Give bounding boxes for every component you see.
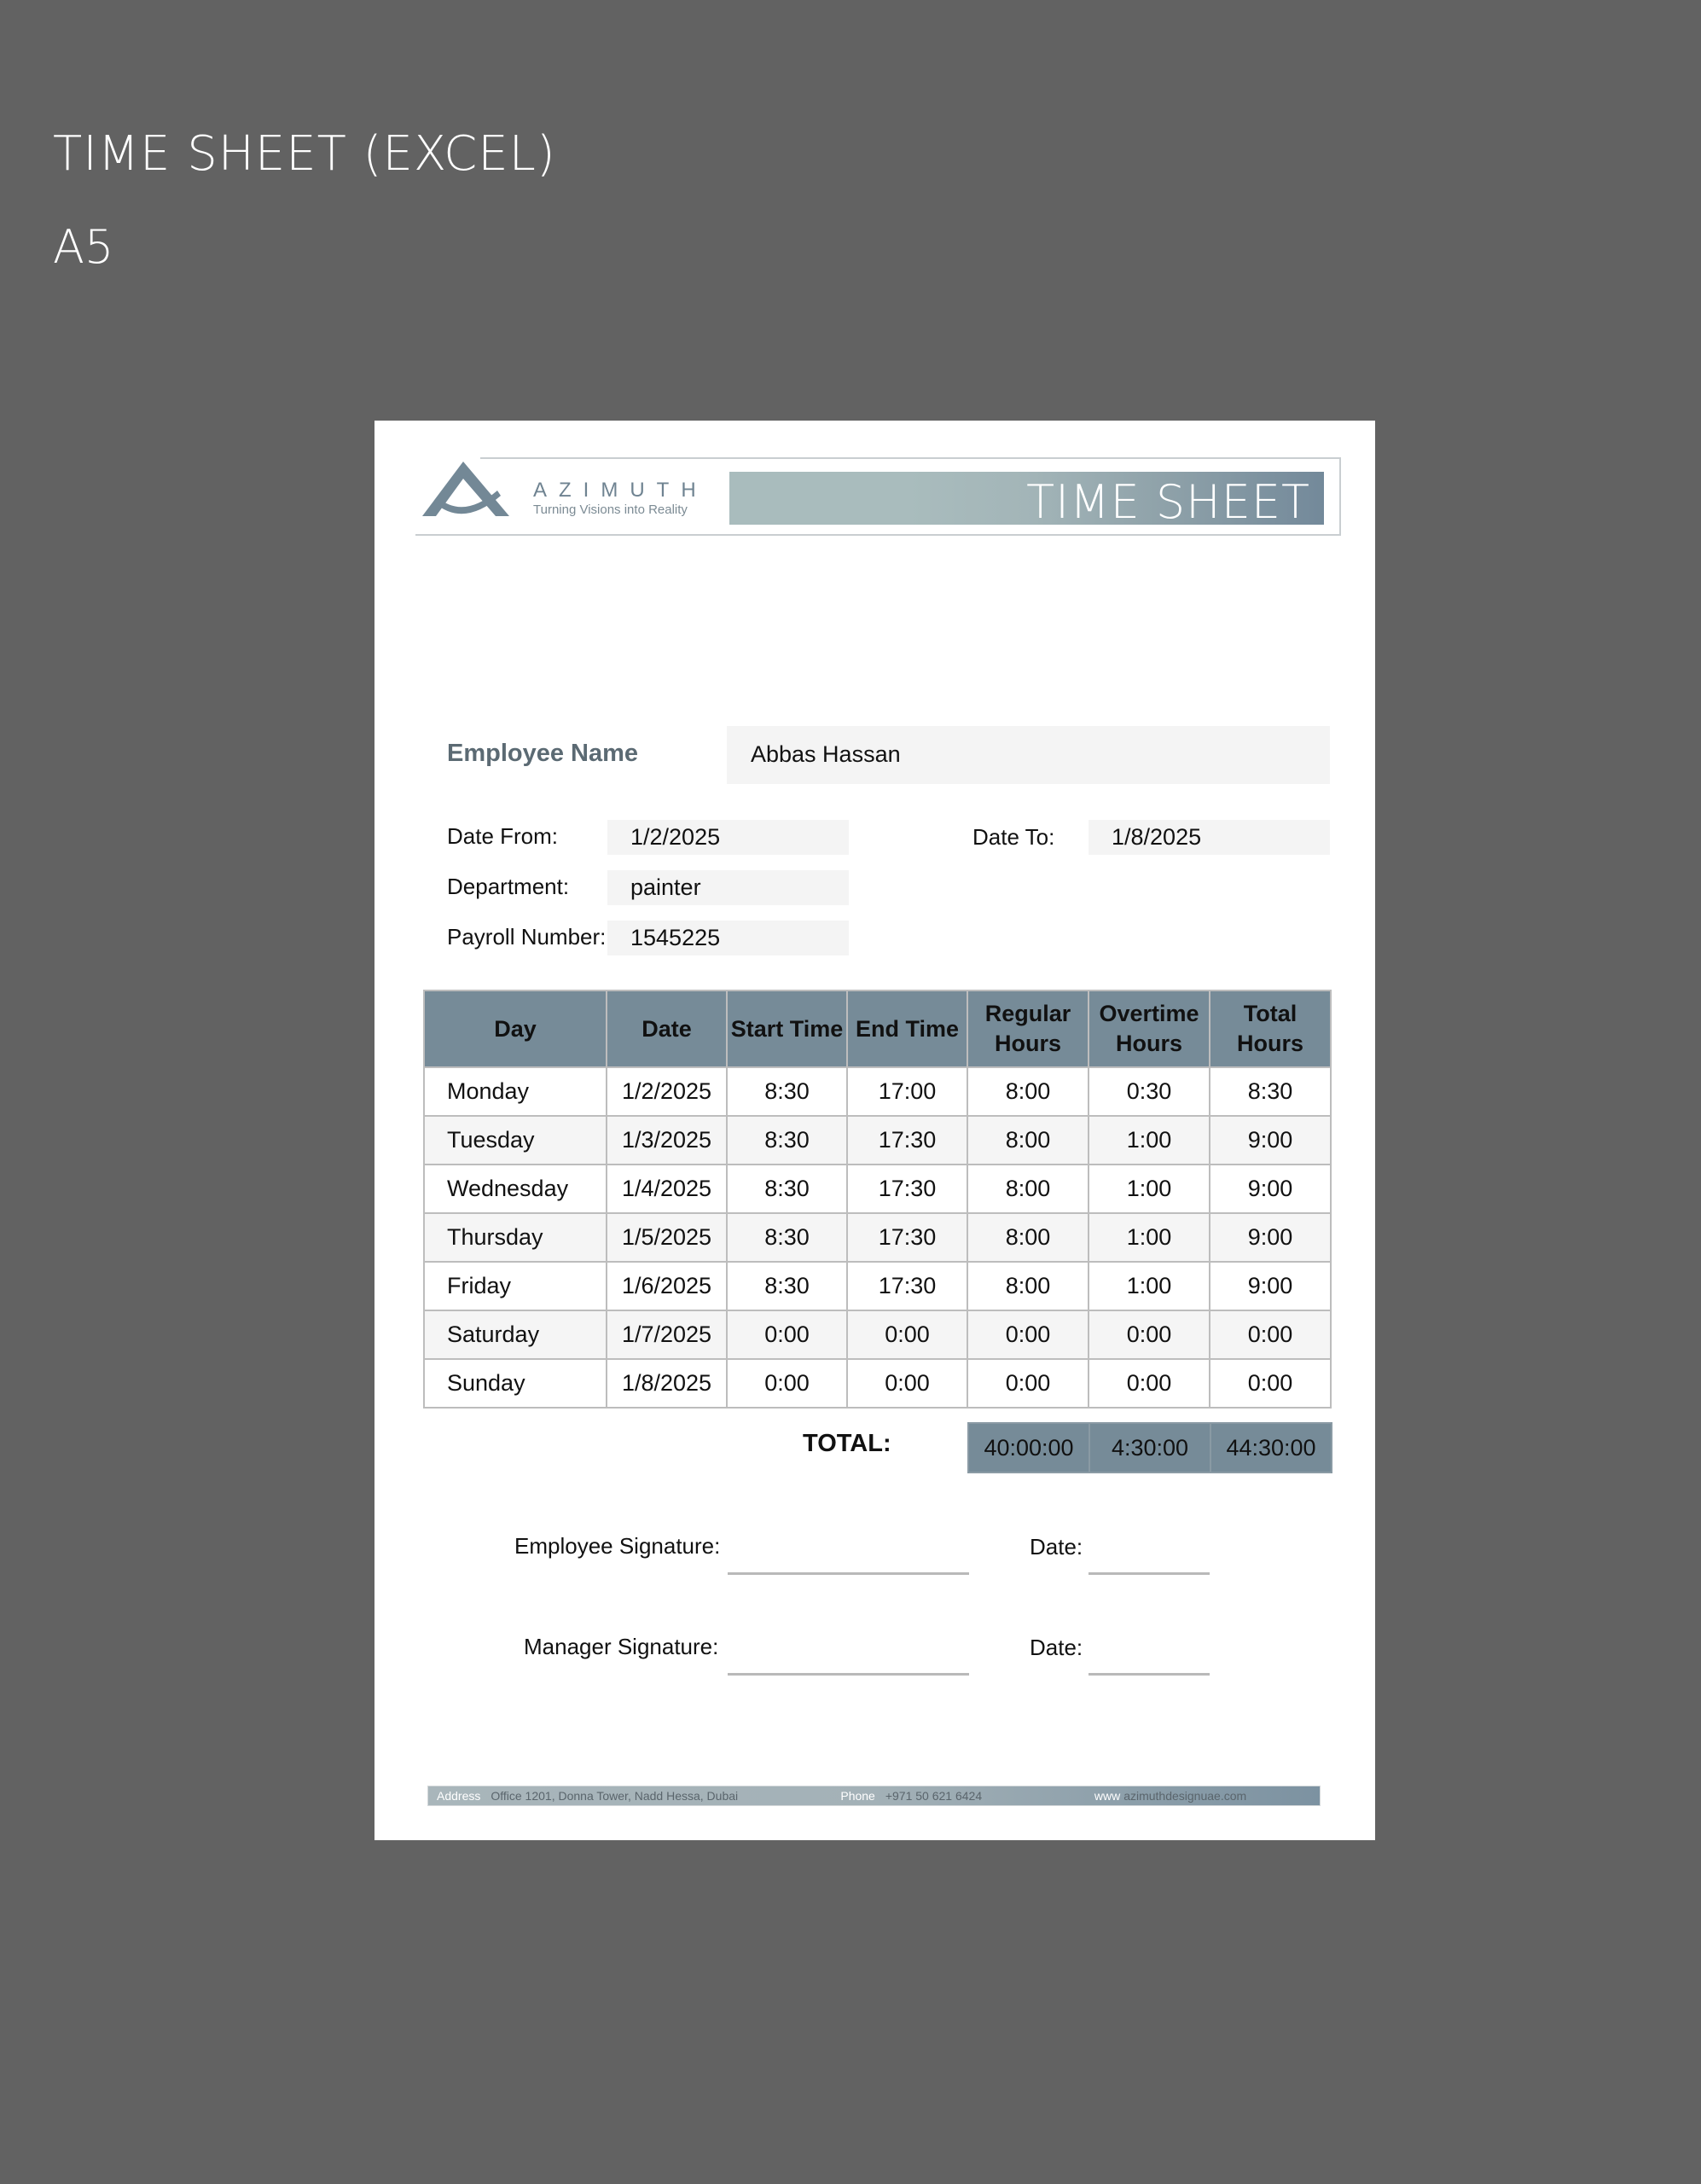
timesheet-table	[423, 990, 1332, 1409]
cell-start-time[interactable]: 0:00	[727, 1359, 847, 1408]
table-row	[424, 1116, 1331, 1165]
payroll-label: Payroll Number:	[447, 924, 607, 950]
cell-day[interactable]: Saturday	[424, 1310, 607, 1359]
cell-overtime-hours[interactable]: 1:00	[1089, 1213, 1210, 1262]
cell-total-hours[interactable]: 0:00	[1210, 1310, 1331, 1359]
cell-end-time[interactable]: 0:00	[847, 1310, 967, 1359]
footer-web-label: www	[1094, 1789, 1121, 1803]
cell-day[interactable]: Tuesday	[424, 1116, 607, 1165]
employee-name-label: Employee Name	[447, 740, 639, 767]
cell-total-hours[interactable]: 9:00	[1210, 1165, 1331, 1213]
table-row	[424, 1262, 1331, 1310]
table-row	[424, 1359, 1331, 1408]
title-banner	[729, 472, 1324, 529]
brand-name: AZIMUTH	[533, 479, 708, 502]
manager-date-line[interactable]	[1089, 1673, 1210, 1676]
col-header-day: Day	[424, 990, 607, 1067]
date-to-label: Date To:	[972, 824, 1055, 850]
cell-end-time[interactable]: 17:30	[847, 1116, 967, 1165]
total-overtime-hours: 4:30:00	[1089, 1424, 1210, 1472]
cell-overtime-hours[interactable]: 0:00	[1089, 1359, 1210, 1408]
cell-regular-hours[interactable]: 8:00	[967, 1262, 1089, 1310]
banner-title: TIME SHEET	[1026, 475, 1310, 529]
table-row	[424, 1067, 1331, 1116]
manager-date-label: Date:	[1030, 1635, 1083, 1660]
total-label: TOTAL:	[803, 1430, 891, 1457]
cell-total-hours[interactable]: 8:30	[1210, 1067, 1331, 1116]
cell-total-hours[interactable]: 0:00	[1210, 1359, 1331, 1408]
col-header-date: Date	[607, 990, 727, 1067]
cell-day[interactable]: Monday	[424, 1067, 607, 1116]
cell-day[interactable]: Thursday	[424, 1213, 607, 1262]
cell-start-time[interactable]: 8:30	[727, 1067, 847, 1116]
cell-total-hours[interactable]: 9:00	[1210, 1116, 1331, 1165]
footer-phone-value: +971 50 621 6424	[885, 1789, 983, 1803]
cell-date[interactable]: 1/7/2025	[607, 1310, 727, 1359]
payroll-value: 1545225	[630, 925, 721, 950]
cell-start-time[interactable]: 0:00	[727, 1310, 847, 1359]
date-to-field[interactable]	[1089, 820, 1330, 855]
table-row	[424, 1213, 1331, 1262]
footer-bar	[427, 1786, 1321, 1806]
cell-overtime-hours[interactable]: 1:00	[1089, 1116, 1210, 1165]
table-row	[424, 1165, 1331, 1213]
cell-regular-hours[interactable]: 0:00	[967, 1310, 1089, 1359]
cell-end-time[interactable]: 17:00	[847, 1067, 967, 1116]
cell-regular-hours[interactable]: 8:00	[967, 1116, 1089, 1165]
cell-regular-hours[interactable]: 0:00	[967, 1359, 1089, 1408]
department-label: Department:	[447, 874, 570, 899]
cell-start-time[interactable]: 8:30	[727, 1262, 847, 1310]
col-header-regular-hours: Regular Hours	[967, 990, 1089, 1067]
cell-start-time[interactable]: 8:30	[727, 1213, 847, 1262]
total-hours: 44:30:00	[1210, 1424, 1331, 1472]
header-border-right	[1339, 457, 1341, 536]
employee-signature-line[interactable]	[728, 1572, 969, 1575]
col-header-total-hours: Total Hours	[1210, 990, 1331, 1067]
cell-overtime-hours[interactable]: 1:00	[1089, 1262, 1210, 1310]
cell-overtime-hours[interactable]: 1:00	[1089, 1165, 1210, 1213]
date-from-field[interactable]	[607, 820, 849, 855]
table-row	[424, 1310, 1331, 1359]
cell-total-hours[interactable]: 9:00	[1210, 1262, 1331, 1310]
cell-date[interactable]: 1/6/2025	[607, 1262, 727, 1310]
employee-name-value: Abbas Hassan	[751, 741, 901, 767]
employee-name-field[interactable]	[727, 726, 1330, 784]
cell-end-time[interactable]: 17:30	[847, 1165, 967, 1213]
cell-regular-hours[interactable]: 8:00	[967, 1213, 1089, 1262]
cell-overtime-hours[interactable]: 0:30	[1089, 1067, 1210, 1116]
cell-regular-hours[interactable]: 8:00	[967, 1067, 1089, 1116]
cell-day[interactable]: Friday	[424, 1262, 607, 1310]
date-from-label: Date From:	[447, 823, 559, 849]
col-header-start-time: Start Time	[727, 990, 847, 1067]
cell-date[interactable]: 1/5/2025	[607, 1213, 727, 1262]
department-field[interactable]	[607, 870, 849, 905]
employee-signature-label: Employee Signature:	[514, 1533, 721, 1559]
department-value: painter	[630, 874, 701, 900]
footer-address-label: Address	[437, 1789, 481, 1803]
employee-date-line[interactable]	[1089, 1572, 1210, 1575]
cell-overtime-hours[interactable]: 0:00	[1089, 1310, 1210, 1359]
cell-day[interactable]: Sunday	[424, 1359, 607, 1408]
header-border-bottom	[415, 534, 1341, 536]
cell-total-hours[interactable]: 9:00	[1210, 1213, 1331, 1262]
cell-end-time[interactable]: 0:00	[847, 1359, 967, 1408]
hero-title: TIME SHEET (EXCEL)	[53, 126, 556, 182]
cell-date[interactable]: 1/4/2025	[607, 1165, 727, 1213]
cell-end-time[interactable]: 17:30	[847, 1213, 967, 1262]
cell-date[interactable]: 1/3/2025	[607, 1116, 727, 1165]
header-border-top	[480, 457, 1341, 459]
payroll-field[interactable]	[607, 921, 849, 956]
cell-start-time[interactable]: 8:30	[727, 1165, 847, 1213]
brand-tagline: Turning Visions into Reality	[533, 502, 688, 517]
cell-start-time[interactable]: 8:30	[727, 1116, 847, 1165]
manager-signature-line[interactable]	[728, 1673, 969, 1676]
footer-phone-label: Phone	[840, 1789, 875, 1803]
cell-regular-hours[interactable]: 8:00	[967, 1165, 1089, 1213]
date-to-value: 1/8/2025	[1112, 824, 1202, 850]
cell-date[interactable]: 1/2/2025	[607, 1067, 727, 1116]
total-regular-hours: 40:00:00	[969, 1424, 1089, 1472]
employee-date-label: Date:	[1030, 1534, 1083, 1560]
hero-subtitle: A5	[53, 220, 114, 274]
footer-web-value[interactable]: azimuthdesignuae.com	[1123, 1789, 1247, 1803]
cell-date[interactable]: 1/8/2025	[607, 1359, 727, 1408]
col-header-end-time: End Time	[847, 990, 967, 1067]
totals-row	[967, 1422, 1332, 1473]
manager-signature-label: Manager Signature:	[524, 1634, 719, 1659]
azimuth-logo-icon	[419, 460, 513, 520]
table-header-row	[424, 990, 1331, 1067]
timesheet-page	[374, 421, 1375, 1840]
date-from-value: 1/2/2025	[630, 824, 721, 850]
col-header-overtime-hours: Overtime Hours	[1089, 990, 1210, 1067]
cell-day[interactable]: Wednesday	[424, 1165, 607, 1213]
footer-address-value: Office 1201, Donna Tower, Nadd Hessa, Dubai	[491, 1789, 739, 1803]
cell-end-time[interactable]: 17:30	[847, 1262, 967, 1310]
